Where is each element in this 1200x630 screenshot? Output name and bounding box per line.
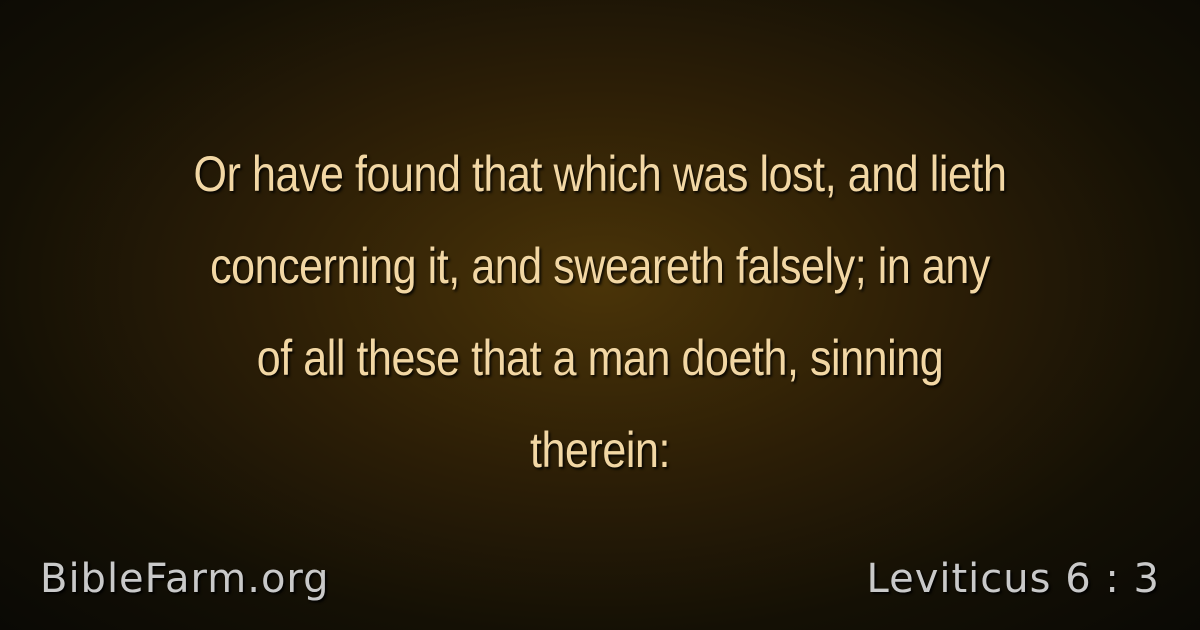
verse-line: of all these that a man doeth, sinning [256,330,944,386]
verse-reference: Leviticus 6 : 3 [866,556,1160,602]
site-name: BibleFarm.org [40,556,330,602]
verse-line: concerning it, and sweareth falsely; in any [210,238,990,294]
verse-line: Or have found that which was lost, and lieth [193,146,1007,202]
verse-line: therein: [530,422,670,478]
verse-text [40,128,1160,496]
